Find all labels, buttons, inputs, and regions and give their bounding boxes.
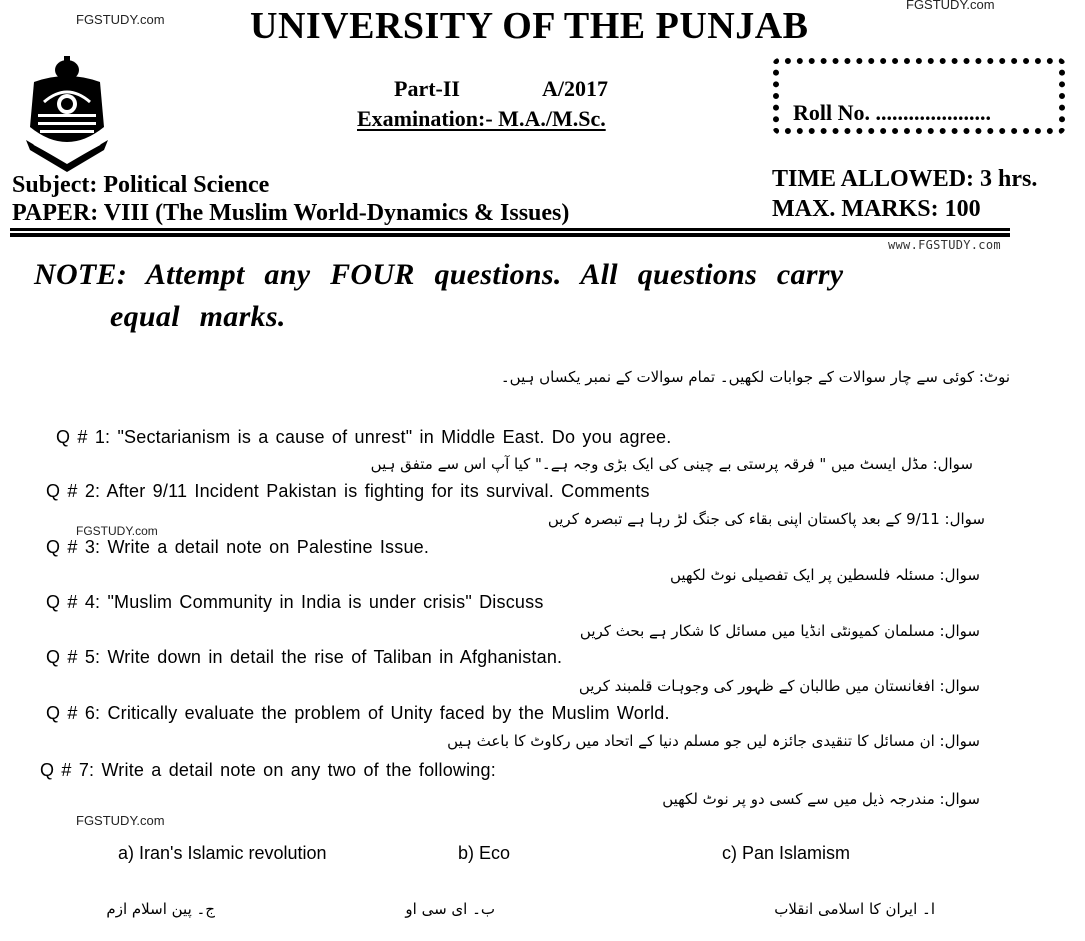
max-marks: MAX. MARKS: 100 (772, 196, 981, 222)
question-5-urdu: سوال: افغانستان میں طالبان کے ظہور کی وجوہات قلمبند کریں (578, 677, 980, 695)
watermark-rule-right: www.FGSTUDY.com (888, 238, 1001, 252)
question-3 (46, 537, 429, 558)
question-4 (46, 592, 544, 613)
option-a-urdu: ا۔ ایران کا اسلامی انقلاب (774, 900, 935, 918)
question-3-urdu: سوال: مسئلہ فلسطین پر ایک تفصیلی نوٹ لکھیں (669, 566, 980, 584)
question-label: Q # 2: (46, 481, 101, 501)
examination-label: Examination:- M.A./M.Sc. (357, 106, 606, 131)
question-2 (46, 481, 650, 502)
question-label: Q # 5: (46, 647, 101, 667)
question-text: Critically evaluate the problem of Unity faced by the Muslim World. (107, 703, 670, 723)
note-urdu: نوٹ: کوئی سے چار سوالات کے جوابات لکھیں۔ تمام سوالات کے نمبر یکساں ہیں۔ (500, 368, 1010, 386)
question-5 (46, 647, 562, 668)
question-7-urdu: سوال: مندرجہ ذیل میں سے کسی دو پر نوٹ لکھیں (662, 790, 980, 808)
time-allowed: TIME ALLOWED: 3 hrs. (772, 166, 1038, 192)
watermark-top-left: FGSTUDY.com (76, 12, 165, 27)
question-6 (46, 703, 670, 724)
question-text: Write a detail note on Palestine Issue. (107, 537, 430, 557)
header-rule-bottom (10, 233, 1010, 237)
paper-label: PAPER: VIII (The Muslim World-Dynamics & Issues) (12, 200, 570, 226)
question-text: "Sectarianism is a cause of unrest" in Middle East. Do you agree. (117, 427, 672, 447)
watermark-mid-left: FGSTUDY.com (76, 524, 158, 538)
question-label: Q # 1: (56, 427, 111, 447)
question-1-urdu: سوال: مڈل ایسٹ میں " فرقہ پرستی بے چینی کی ایک بڑی وجہ ہے۔" کیا آپ اس سے متفق ہیں (370, 455, 973, 473)
option-c: c) Pan Islamism (722, 843, 851, 863)
exam-part: Part-II (394, 76, 460, 101)
university-title: UNIVERSITY OF THE PUNJAB (250, 5, 809, 47)
header-rule-top (10, 228, 1010, 231)
instructions-note (34, 254, 843, 338)
question-label: Q # 3: (46, 537, 101, 557)
watermark-top-right: FGSTUDY.com (906, 0, 995, 12)
question-label: Q # 7: (40, 760, 95, 780)
question-text: Write down in detail the rise of Taliban in Afghanistan. (107, 647, 563, 667)
option-b: b) Eco (458, 843, 511, 863)
question-2-urdu: سوال: 9/11 کے بعد پاکستان اپنی بقاء کی جنگ لڑ رہا ہے تبصرہ کریں (547, 510, 985, 528)
option-b-urdu: ب۔ ای سی او (405, 900, 495, 918)
question-7 (40, 760, 496, 781)
question-label: Q # 4: (46, 592, 101, 612)
roll-number-field[interactable]: Roll No. ..................... (793, 100, 991, 125)
exam-session: A/2017 (542, 76, 608, 101)
question-text: "Muslim Community in India is under crisis" Discuss (107, 592, 544, 612)
question-label: Q # 6: (46, 703, 101, 723)
note-line-2: equal marks. (110, 300, 286, 333)
university-crest-icon (24, 52, 110, 172)
option-c-urdu: ج۔ پین اسلام ازم (106, 900, 215, 918)
question-text: Write a detail note on any two of the following: (101, 760, 496, 780)
question-1 (56, 427, 671, 448)
subject-label: Subject: Political Science (12, 172, 270, 198)
question-text: After 9/11 Incident Pakistan is fighting for its survival. Comments (106, 481, 650, 501)
option-a: a) Iran's Islamic revolution (118, 843, 327, 863)
question-4-urdu: سوال: مسلمان کمیونٹی انڈیا میں مسائل کا شکار ہے بحث کریں (579, 622, 980, 640)
watermark-bottom-left: FGSTUDY.com (76, 813, 165, 828)
question-6-urdu: سوال: ان مسائل کا تنقیدی جائزہ لیں جو مسلم دنیا کے اتحاد میں رکاوٹ کا باعث ہیں (447, 732, 980, 750)
note-line-1: NOTE: Attempt any FOUR questions. All questions carry (34, 258, 844, 291)
